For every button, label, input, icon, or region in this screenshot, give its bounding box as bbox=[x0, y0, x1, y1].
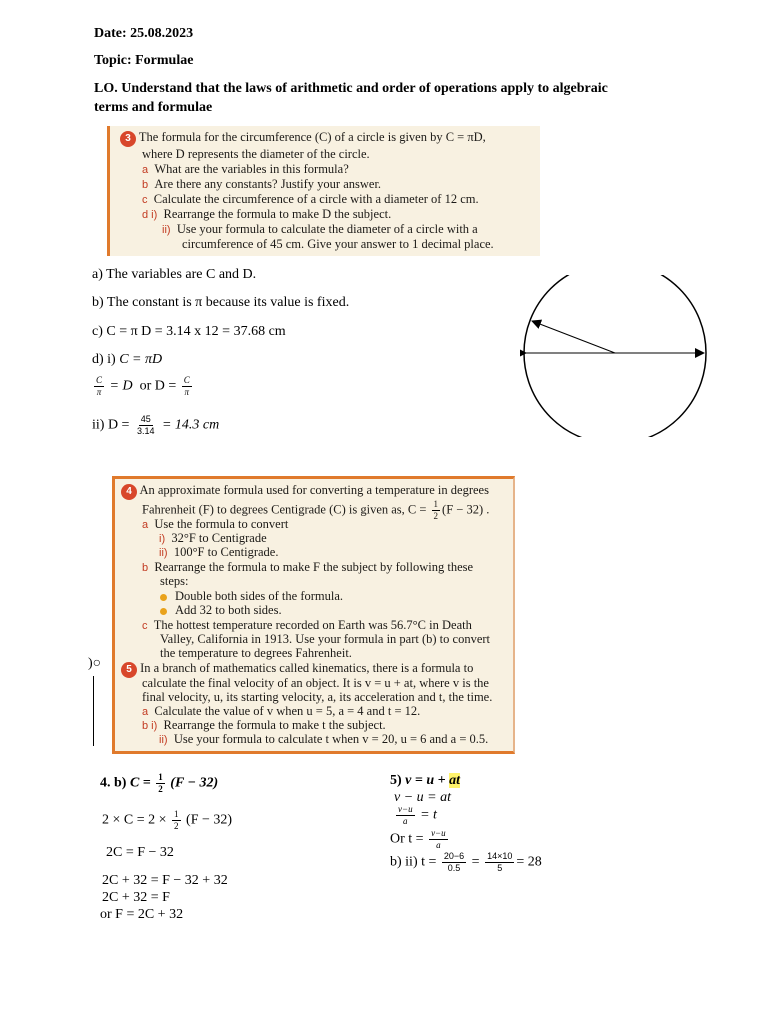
answer-4b-lhs: C = bbox=[129, 775, 151, 791]
q5-b-ii-label: ii) bbox=[159, 734, 168, 746]
answer-4b-step5: or F = 2C + 32 bbox=[100, 907, 184, 922]
fraction-numerator: v−u bbox=[431, 828, 446, 838]
answer-b: b) The constant is π because its value is fixed. bbox=[92, 295, 350, 310]
q5-line1: In a branch of mathematics called kinematics, there is a formula to bbox=[140, 661, 474, 675]
q5-a-label: a bbox=[142, 706, 149, 718]
margin-mark: )○ bbox=[88, 656, 102, 671]
answer-5-step2 bbox=[394, 805, 437, 826]
q4-c-text3: the temperature to degrees Fahrenheit. bbox=[160, 646, 352, 660]
fraction-denominator: 0.5 bbox=[447, 863, 461, 873]
q3-item-text: Use your formula to calculate the diameter of a circle with a bbox=[176, 222, 478, 236]
fraction-denominator: a bbox=[436, 840, 441, 850]
answer-4b-step2: 2C = F − 32 bbox=[106, 845, 174, 860]
q5-line2: calculate the final velocity of an object. It is v = u + at, where v is the bbox=[142, 676, 489, 690]
answer-4b-prefix: 4. b) bbox=[100, 775, 130, 791]
fraction-denominator: 2 bbox=[158, 784, 163, 794]
step1-rhs: (F − 32) bbox=[186, 812, 233, 828]
answer-5-title bbox=[390, 773, 460, 789]
q4-c-text1: The hottest temperature recorded on Earth was 56.7°C in Death bbox=[153, 618, 472, 632]
answer-d-formula: C = πD bbox=[119, 352, 163, 367]
topic: Topic: Formulae bbox=[94, 53, 194, 68]
textbook-questions-4-5 bbox=[112, 476, 515, 754]
answer-4b-step4: 2C + 32 = F bbox=[102, 890, 170, 905]
fraction-numerator: v−u bbox=[398, 804, 413, 814]
q4-bullet1: Double both sides of the formula. bbox=[175, 589, 344, 603]
q3-item-label: ii) bbox=[162, 224, 171, 236]
q5-b-ii-text: Use your formula to calculate t when v = 20, u = 6 and a = 0.5. bbox=[173, 732, 489, 746]
or-d-equals: or D = bbox=[139, 378, 177, 394]
q4-c-text2: Valley, California in 1913. Use your formula in part (b) to convert bbox=[160, 632, 491, 646]
answer-d-ii bbox=[92, 415, 219, 436]
answer-a: a) The variables are C and D. bbox=[92, 267, 257, 282]
q3-item-label: c bbox=[142, 194, 148, 206]
q3-item-label: a bbox=[142, 164, 149, 176]
q3-item-text: circumference of 45 cm. Give your answer to 1 decimal place. bbox=[182, 237, 494, 251]
q4-b-text1: Rearrange the formula to make F the subject by following these bbox=[154, 560, 474, 574]
b-ii-prefix: b) ii) t = bbox=[390, 854, 437, 870]
q3-intro-line1: The formula for the circumference (C) of a circle is given by C = πD, bbox=[138, 130, 486, 144]
q4-line1: An approximate formula used for converting a temperature in degrees bbox=[139, 483, 489, 497]
fraction-numerator: 20−6 bbox=[443, 851, 465, 861]
bullet-dot bbox=[160, 608, 167, 615]
fraction-denominator: 5 bbox=[497, 863, 503, 873]
answer-d-i bbox=[92, 352, 162, 368]
step1-lhs: 2 × C = 2 × bbox=[102, 812, 167, 828]
or-t-label: Or t = bbox=[390, 831, 424, 847]
q3-item-label: b bbox=[142, 179, 149, 191]
textbook-question-3 bbox=[107, 126, 540, 256]
q4-a-ii-label: ii) bbox=[159, 547, 168, 559]
fraction-numerator: 1 bbox=[158, 772, 163, 782]
q4-a-ii-text: 100°F to Centigrade. bbox=[173, 545, 279, 559]
fraction-denominator: 2 bbox=[433, 511, 439, 521]
bullet-dot bbox=[160, 594, 167, 601]
learning-objective-line2: terms and formulae bbox=[94, 100, 213, 115]
margin-line bbox=[93, 676, 94, 746]
q3-item-label: d i) bbox=[142, 209, 158, 221]
answer-c: c) C = π D = 3.14 x 12 = 37.68 cm bbox=[92, 324, 286, 339]
question-number-badge: 5 bbox=[121, 662, 137, 678]
date: Date: 25.08.2023 bbox=[94, 26, 194, 41]
question-number-badge: 3 bbox=[120, 131, 136, 147]
answer-4b-step1 bbox=[102, 810, 232, 831]
answer-5-or-t bbox=[390, 829, 450, 850]
q4-c-label: c bbox=[142, 620, 148, 632]
q3-intro-line2: where D represents the diameter of the circle. bbox=[142, 147, 370, 161]
q3-item-text: What are the variables in this formula? bbox=[154, 162, 349, 176]
equals-d: = D bbox=[109, 378, 133, 394]
q4-b-text2: steps: bbox=[160, 574, 189, 588]
answer-5-prefix: 5) bbox=[390, 773, 406, 788]
q4-line2-end: (F − 32) . bbox=[442, 502, 490, 517]
answer-5-highlight: at bbox=[449, 773, 461, 788]
fraction-numerator: 1 bbox=[433, 499, 439, 509]
fraction-denominator: π bbox=[96, 387, 102, 397]
learning-objective-line1: LO. Understand that the laws of arithmetic and order of operations apply to algebraic bbox=[94, 81, 608, 96]
answer-4b-title bbox=[100, 773, 218, 794]
q4-b-label: b bbox=[142, 562, 149, 574]
q4-a-i-label: i) bbox=[159, 533, 166, 545]
answer-ii-prefix: ii) D = bbox=[92, 417, 130, 433]
step2-rhs: = t bbox=[420, 807, 437, 823]
q5-b-i-label: b i) bbox=[142, 720, 158, 732]
q5-a-text: Calculate the value of v when u = 5, a = 4 and t = 12. bbox=[154, 704, 421, 718]
fraction-numerator: C bbox=[96, 375, 103, 385]
fraction-denominator: 2 bbox=[174, 821, 179, 831]
q4-bullet2: Add 32 to both sides. bbox=[175, 603, 282, 617]
circle-outline bbox=[524, 275, 706, 437]
answer-4b-rhs: (F − 32) bbox=[170, 775, 219, 791]
fraction-numerator: 1 bbox=[174, 809, 179, 819]
fraction-numerator: C bbox=[183, 375, 190, 385]
fraction-numerator: 14×10 bbox=[487, 851, 513, 861]
question-number-badge: 4 bbox=[121, 484, 137, 500]
q4-a-label: a bbox=[142, 519, 149, 531]
answer-5-step1: v − u = at bbox=[394, 790, 451, 805]
answer-5-b-ii bbox=[390, 852, 542, 873]
answer-d-rearrangement bbox=[92, 376, 194, 397]
q5-b-i-text: Rearrange the formula to make t the subject. bbox=[163, 718, 386, 732]
equals-sign: = bbox=[471, 854, 480, 870]
q5-line3: final velocity, u, its starting velocity, a, its acceleration and t, the time. bbox=[142, 690, 493, 704]
q3-item-text: Rearrange the formula to make D the subject. bbox=[163, 207, 392, 221]
answer-5-main: v = u + bbox=[405, 773, 450, 788]
answer-d-prefix: d) i) bbox=[92, 352, 120, 367]
q4-a-i-text: 32°F to Centigrade bbox=[171, 531, 267, 545]
q3-item-text: Are there any constants? Justify your answer. bbox=[154, 177, 382, 191]
answer-ii-result: = 14.3 cm bbox=[161, 417, 220, 433]
fraction-numerator: 45 bbox=[140, 414, 151, 424]
q3-item-text: Calculate the circumference of a circle with a diameter of 12 cm. bbox=[153, 192, 479, 206]
b-ii-result: = 28 bbox=[516, 854, 542, 870]
circle-diagram bbox=[520, 275, 710, 437]
fraction-denominator: π bbox=[184, 387, 190, 397]
radius-arrow bbox=[532, 321, 615, 353]
fraction-denominator: a bbox=[403, 816, 408, 826]
fraction-denominator: 3.14 bbox=[136, 426, 155, 436]
answer-4b-step3: 2C + 32 = F − 32 + 32 bbox=[102, 873, 228, 888]
q4-line2-text: Fahrenheit (F) to degrees Centigrade (C) is given as, C = bbox=[142, 502, 427, 517]
q4-a-text: Use the formula to convert bbox=[154, 517, 289, 531]
